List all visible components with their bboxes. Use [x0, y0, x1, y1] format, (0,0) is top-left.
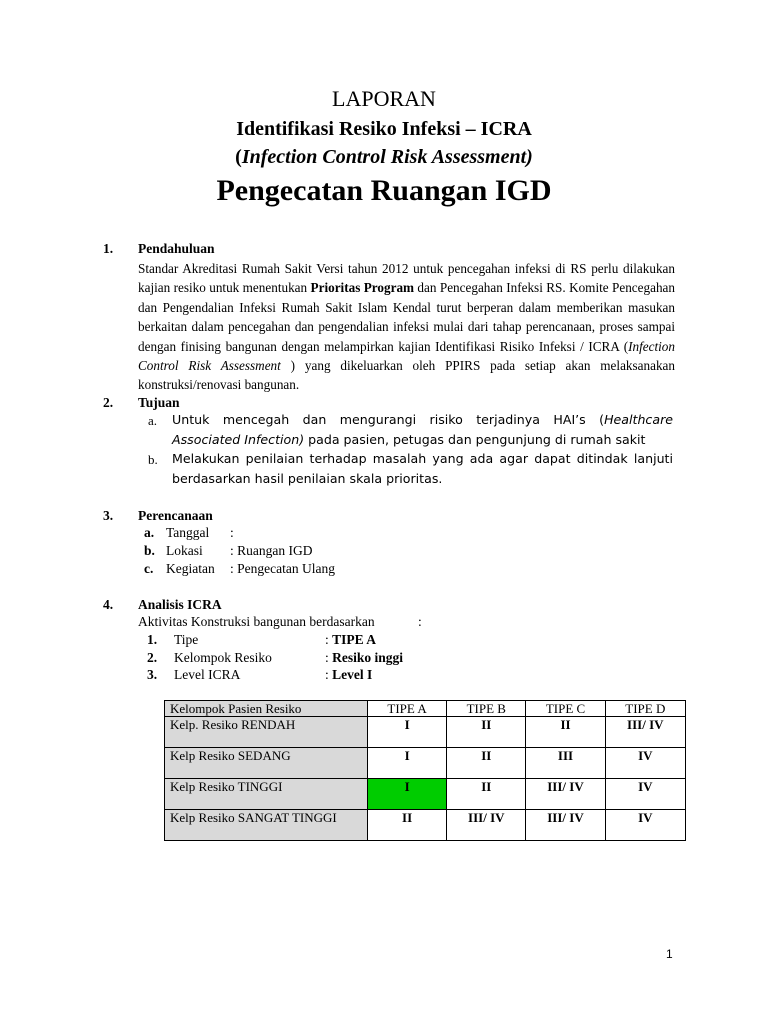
- report-subtitle: Identifikasi Resiko Infeksi – ICRA: [236, 118, 532, 140]
- table-row: [165, 717, 686, 748]
- perencanaan-label: Lokasi: [166, 543, 203, 558]
- english-title-open-paren: (: [235, 146, 242, 168]
- section-4-number: 4.: [103, 597, 114, 612]
- tujuan-item-a-text-a: Untuk mencegah dan mengurangi risiko terjadinya HAI’s (: [172, 412, 605, 427]
- tujuan-item-b-text: Melakukan penilaian terhadap masalah yang ada agar dapat ditindak lanjuti berdasarkan hasil penilaian skala prioritas.: [172, 451, 673, 486]
- table-cell: I: [368, 748, 447, 779]
- report-english-title: [0, 146, 768, 169]
- section-1-paragraph: [138, 259, 675, 395]
- table-header-cell: TIPE C: [526, 701, 605, 717]
- table-cell: IV: [605, 779, 685, 810]
- table-header-cell: TIPE D: [605, 701, 685, 717]
- table-cell: III/ IV: [526, 810, 605, 841]
- section-1-title: Pendahuluan: [138, 241, 215, 256]
- section-1-number: 1.: [103, 241, 114, 256]
- section-1-text-a: Standar Akreditasi Rumah Sakit Versi tahun 2012 untuk pencegahan infeksi di RS perlu dilakukan kajian resiko untuk menentukan: [138, 261, 675, 296]
- analisis-marker: 3.: [147, 667, 158, 682]
- section-1-text-c: ) yang dikeluarkan oleh PPIRS pada setiap akan melaksanakan konstruksi/renovasi bangunan.: [138, 358, 675, 393]
- table-row: [165, 810, 686, 841]
- table-cell-highlighted: I: [368, 779, 447, 810]
- table-header-row: [165, 701, 686, 717]
- analisis-value-bold: TIPE A: [332, 632, 377, 647]
- perencanaan-label: Kegiatan: [166, 561, 215, 576]
- report-heading: LAPORAN: [332, 86, 436, 111]
- analisis-intro-colon: :: [418, 614, 422, 629]
- section-1-text-bold: Prioritas Program: [310, 280, 415, 296]
- table-row: [165, 748, 686, 779]
- analisis-sep: :: [325, 667, 333, 682]
- analisis-value-bold: Level I: [332, 667, 373, 682]
- tujuan-item-a-text-italic: Healthcare Associated Infection): [172, 412, 673, 447]
- perencanaan-marker: c.: [144, 561, 154, 576]
- page-number: 1: [666, 947, 673, 961]
- tujuan-item-a-text: [172, 410, 673, 449]
- table-row: [165, 779, 686, 810]
- section-4-title: Analisis ICRA: [138, 597, 222, 612]
- section-2-title: Tujuan: [138, 395, 180, 410]
- perencanaan-value: : Pengecatan Ulang: [230, 561, 335, 576]
- section-3-title: Perencanaan: [138, 508, 213, 523]
- english-title-text: Infection Control Risk Assessment): [241, 146, 533, 168]
- table-cell: III/ IV: [605, 717, 685, 748]
- table-cell: I: [368, 717, 447, 748]
- analisis-intro: Aktivitas Konstruksi bangunan berdasarkan: [138, 614, 375, 629]
- tujuan-item-a-marker: a.: [148, 413, 158, 428]
- table-cell: III/ IV: [447, 810, 526, 841]
- analisis-sep: :: [325, 632, 333, 647]
- table-header-cell: TIPE B: [447, 701, 526, 717]
- table-cell: III: [526, 748, 605, 779]
- analisis-value: [325, 632, 376, 648]
- table-cell: IV: [605, 810, 685, 841]
- section-1-text-italic: Infection Control Risk Assessment: [138, 338, 675, 374]
- analisis-label: Level ICRA: [174, 667, 241, 682]
- perencanaan-label: Tanggal: [166, 525, 210, 540]
- table-cell: II: [447, 748, 526, 779]
- analisis-value: [325, 667, 372, 683]
- table-cell: II: [447, 717, 526, 748]
- table-cell: IV: [605, 748, 685, 779]
- section-1-text-b: dan Pencegahan Infeksi RS. Komite Pencegahan dan Pengendalian Infeksi Rumah Sakit Islam Kendal turut berperan dalam memberikan masukan berkaitan dalam pencegahan dan pengendalian infeksi mulai dari tahap perencanaan, proses sampai dengan finising bangunan dengan melampirkan kajian Identifikasi Risiko Infeksi / ICRA (: [138, 280, 675, 354]
- table-header-cell: TIPE A: [368, 701, 447, 717]
- table-group-cell: Kelp Resiko SANGAT TINGGI: [165, 810, 368, 841]
- table-cell: III/ IV: [526, 779, 605, 810]
- perencanaan-value: : Ruangan IGD: [230, 543, 313, 558]
- perencanaan-value: :: [230, 525, 234, 540]
- analisis-value-bold: Resiko inggi: [332, 650, 404, 665]
- analisis-marker: 2.: [147, 650, 158, 665]
- table-cell: II: [447, 779, 526, 810]
- perencanaan-marker: b.: [144, 543, 155, 558]
- tujuan-item-b-marker: b.: [148, 452, 158, 467]
- project-title: Pengecatan Ruangan IGD: [216, 174, 552, 207]
- analisis-sep: :: [325, 650, 333, 665]
- analisis-marker: 1.: [147, 632, 158, 647]
- table-cell: II: [368, 810, 447, 841]
- icra-matrix-table: [164, 700, 686, 841]
- table-header-cell: Kelompok Pasien Resiko: [165, 701, 368, 717]
- analisis-label: Kelompok Resiko: [174, 650, 272, 665]
- tujuan-item-a-text-b: pada pasien, petugas dan pengunjung di rumah sakit: [304, 431, 646, 447]
- table-group-cell: Kelp Resiko TINGGI: [165, 779, 368, 810]
- analisis-value: [325, 650, 403, 666]
- table-group-cell: Kelp Resiko SEDANG: [165, 748, 368, 779]
- table-cell: II: [526, 717, 605, 748]
- perencanaan-marker: a.: [144, 525, 155, 540]
- analisis-label: Tipe: [174, 632, 199, 647]
- section-2-number: 2.: [103, 395, 114, 410]
- table-group-cell: Kelp. Resiko RENDAH: [165, 717, 368, 748]
- section-3-number: 3.: [103, 508, 114, 523]
